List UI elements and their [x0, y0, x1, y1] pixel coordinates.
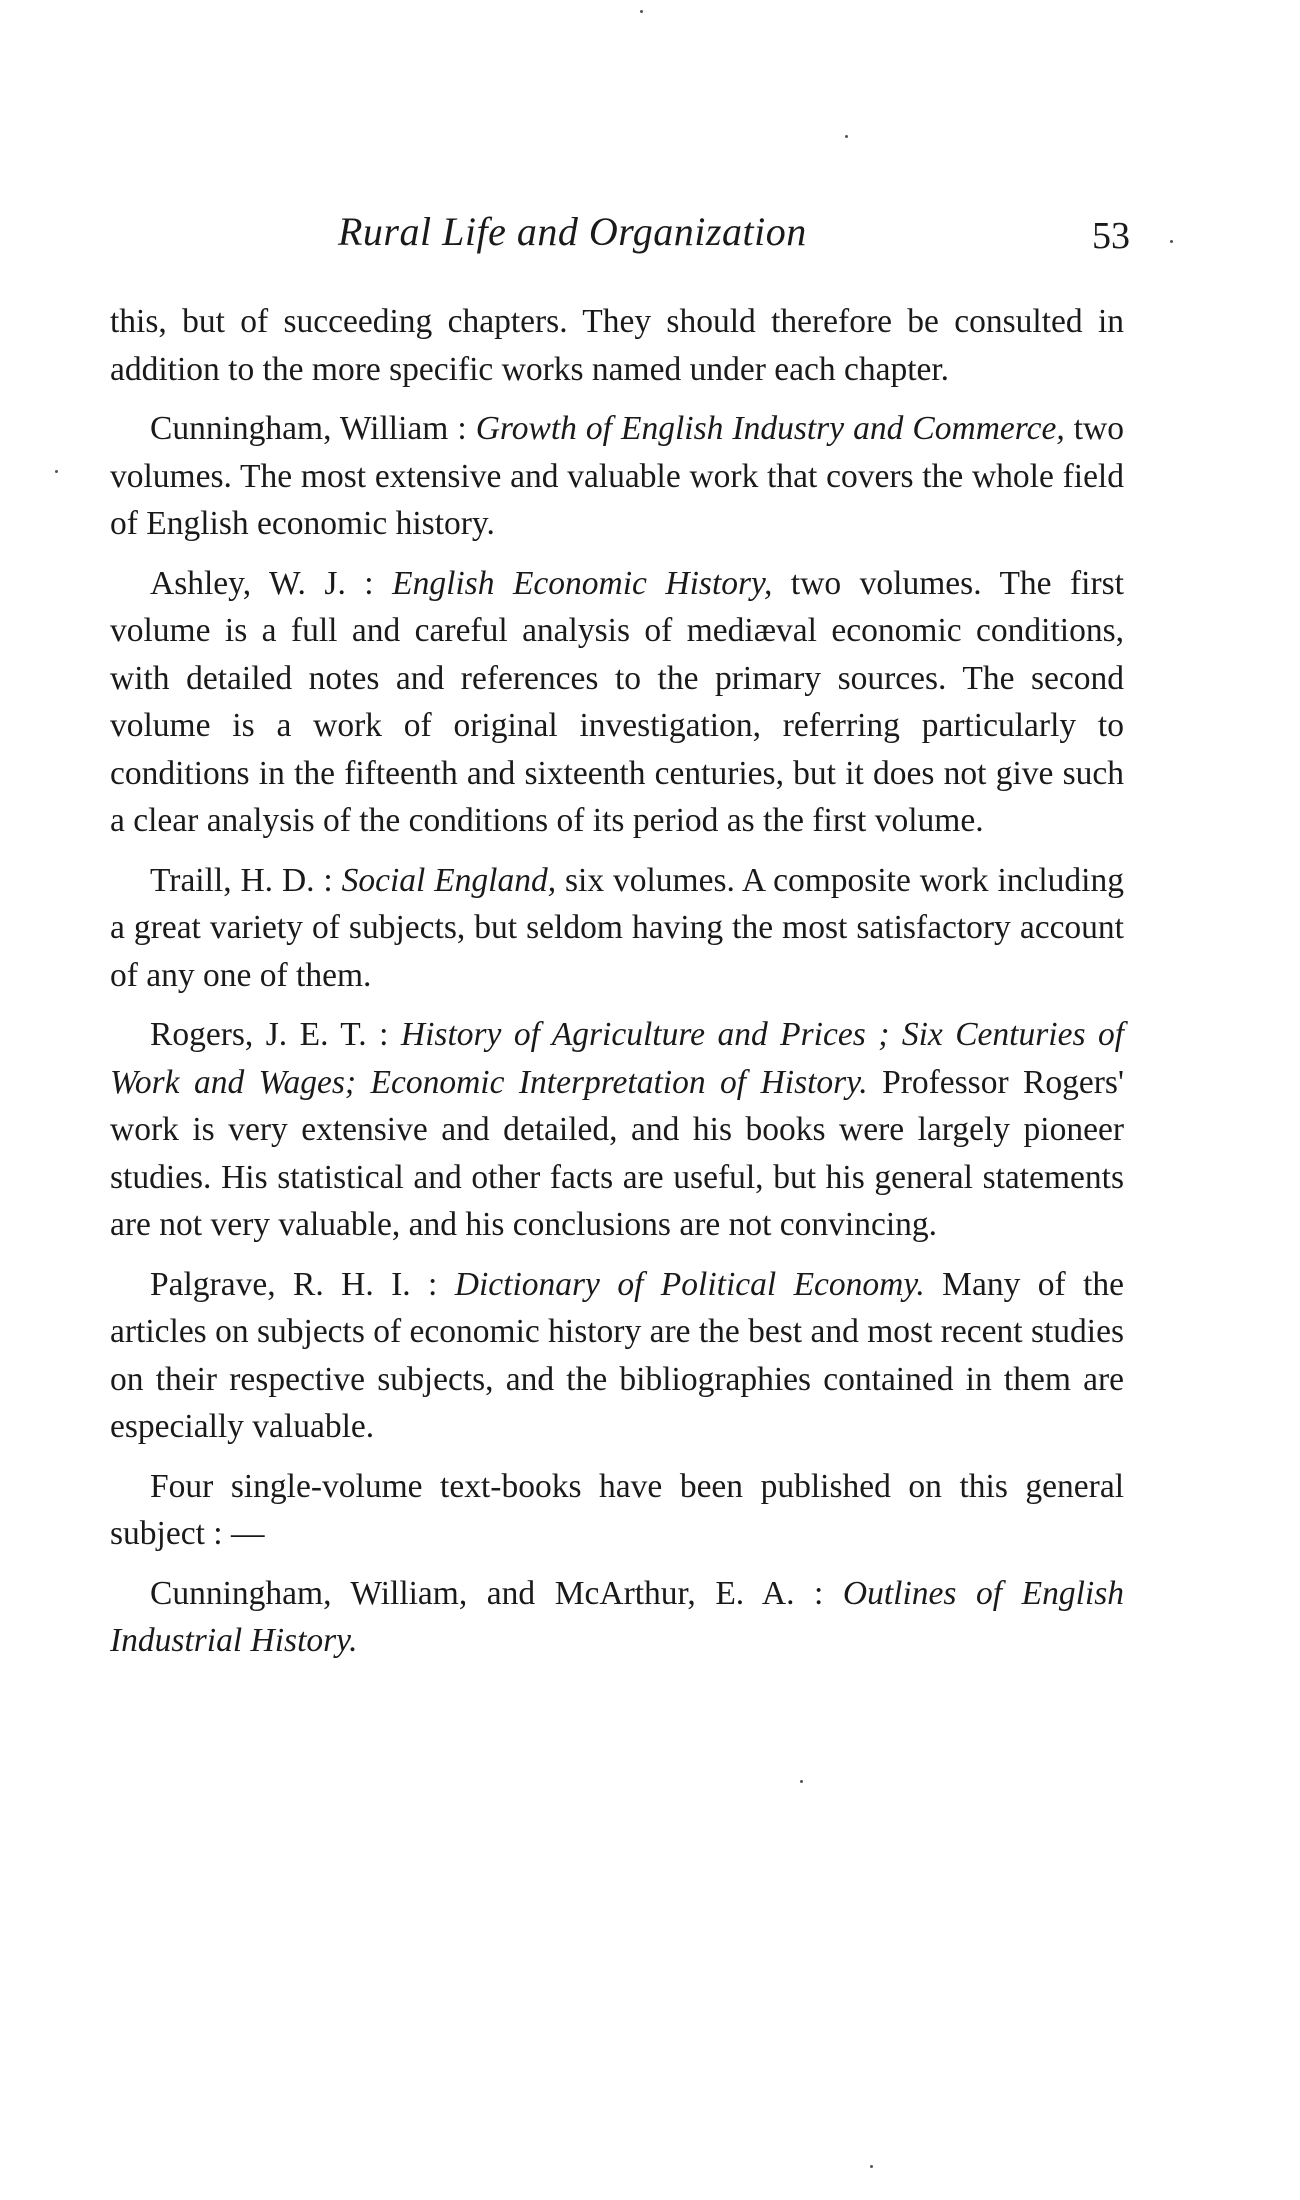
entry-description: Many of the articles on subjects of economic history are the best and most recent studies on their respective subjects, and the bibliographies contained in them are especially valuable. [110, 1265, 1125, 1445]
bibliography-entry-cunningham [110, 405, 1124, 548]
bibliography-entry-cunningham-mcarthur [110, 1570, 1124, 1665]
entry-author: Palgrave, R. H. I. : [150, 1265, 455, 1303]
entry-description: two volumes. The first volume is a full and careful analysis of mediæval economic conditions, with detailed notes and references to the primary sources. The second volume is a work of original investigation, referring particularly to conditions in the fifteenth and sixteenth centuries, but it does not give such a clear analysis of the conditions of its period as the first volume. [110, 564, 1124, 839]
entry-description: Professor Rogers' work is very extensive and detailed, and his books were largely pioneer studies. His statistical and other facts are useful, but his general statements are not very valuable, and his conclusions are not convincing. [110, 1063, 1125, 1243]
entry-author: Cunningham, William, and McArthur, E. A. : [150, 1574, 843, 1612]
paper-speck [55, 470, 58, 473]
entry-title: Growth of English Industry and Commerce, [475, 410, 1065, 447]
paper-speck [640, 10, 643, 13]
body-text [110, 298, 1124, 1677]
entry-description: six volumes. A composite work including a great variety of subjects, but seldom having the most satisfactory account of any one of them. [110, 861, 1124, 994]
entry-author: Rogers, J. E. T. : [150, 1016, 401, 1053]
entry-title: Outlines of English Industrial History. [110, 1574, 1124, 1659]
bibliography-entry-palgrave [110, 1261, 1124, 1451]
paragraph-continuation [110, 298, 1124, 393]
bibliography-entry-traill [110, 857, 1124, 1000]
entry-title: Dictionary of Political Economy. [454, 1265, 925, 1303]
paper-speck [845, 135, 848, 138]
bibliography-entry-ashley [110, 560, 1124, 845]
paragraph-textbooks-intro [110, 1463, 1124, 1558]
entry-title: History of Agriculture and Prices ; Six Centuries of Work and Wages; Economic Interpretation of History. [110, 1016, 1124, 1101]
paper-speck [1170, 240, 1173, 243]
entry-author: Traill, H. D. : [150, 861, 342, 899]
entry-title: English Economic History, [392, 564, 773, 602]
paragraph-text: this, but of succeeding chapters. They should therefore be consulted in addition to the more specific works named under each chapter. [110, 303, 1124, 388]
entry-description: two volumes. The most extensive and valuable work that covers the whole field of English economic history. [110, 410, 1124, 542]
paper-speck [800, 1780, 803, 1783]
page-number: 53 [1092, 215, 1130, 257]
entry-author: Cunningham, William : [150, 410, 476, 447]
running-head [110, 208, 1130, 258]
entry-title: Social England, [341, 861, 557, 899]
bibliography-entry-rogers [110, 1011, 1124, 1249]
running-title: Rural Life and Organization [338, 209, 807, 254]
paragraph-text: Four single-volume text-books have been published on this general subject : — [110, 1467, 1124, 1552]
entry-author: Ashley, W. J. : [150, 564, 393, 602]
paper-speck [870, 2165, 873, 2168]
